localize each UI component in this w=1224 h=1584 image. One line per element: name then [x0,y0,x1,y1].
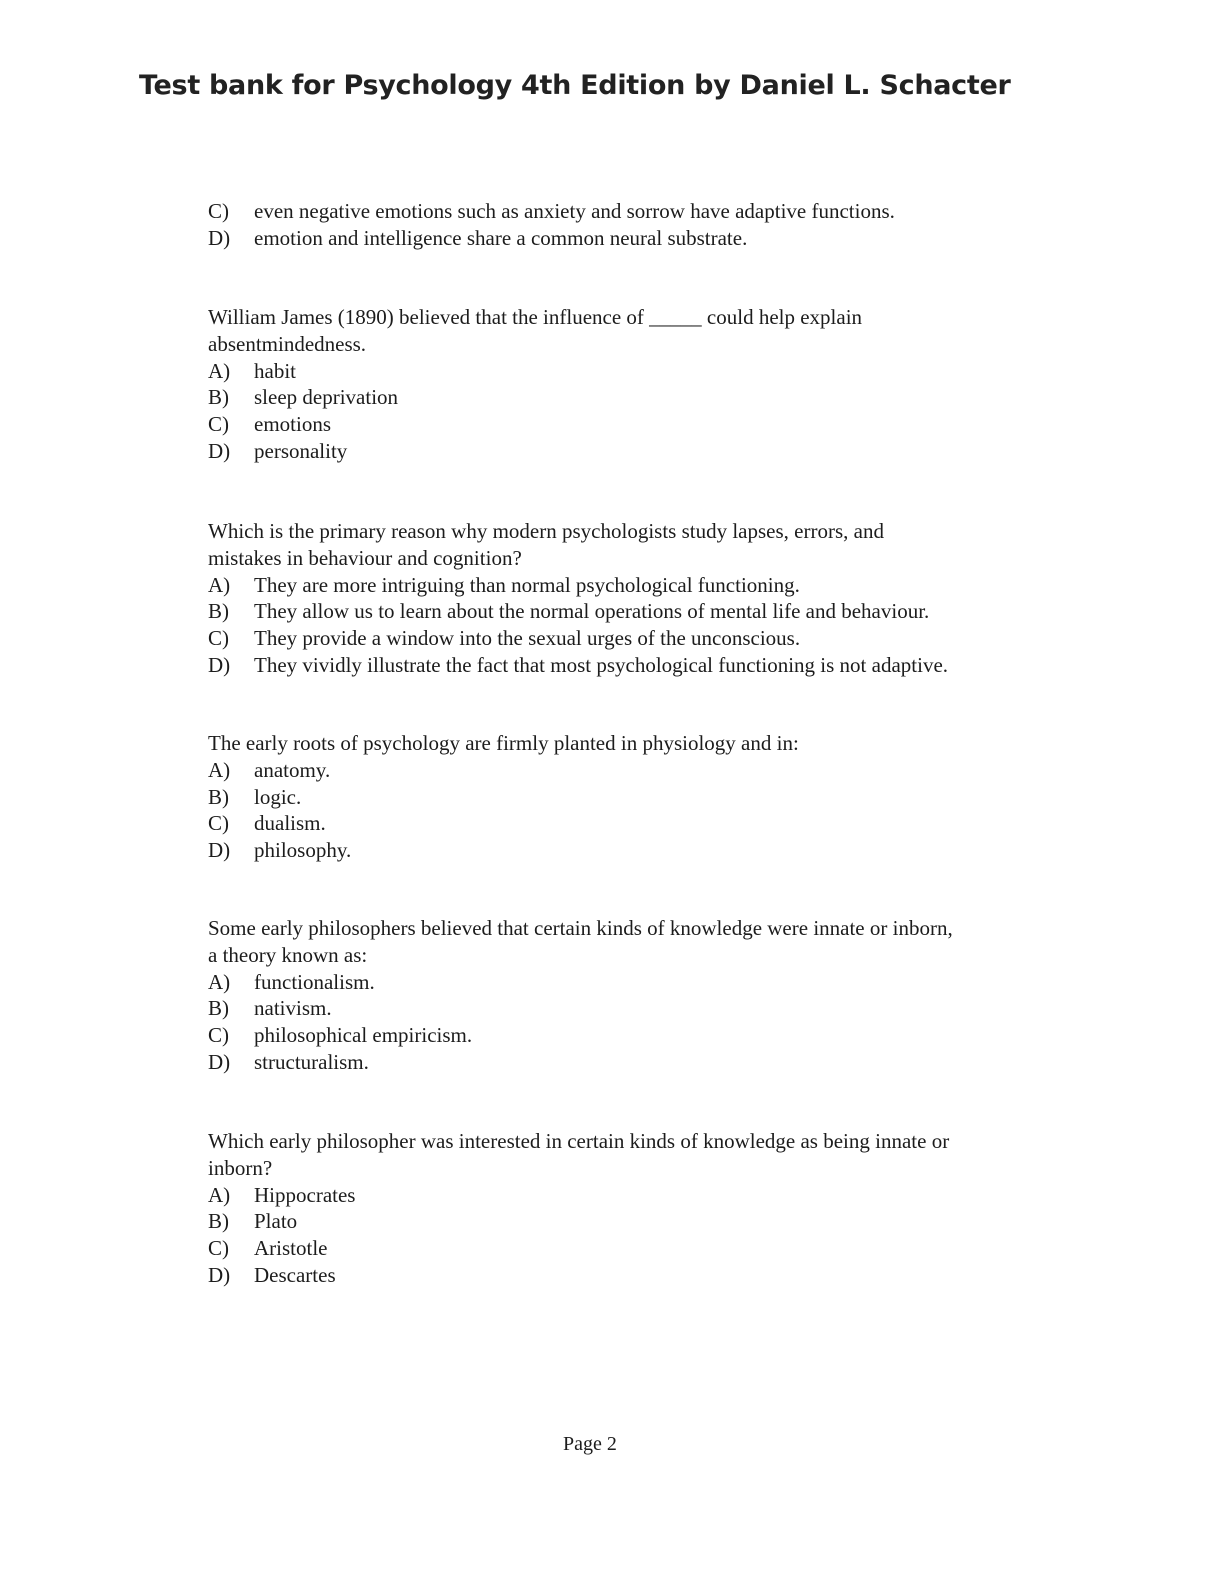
option-text: functionalism. [254,969,375,994]
option-text: dualism. [254,811,326,836]
question-text: mistakes in behaviour and cognition? [208,545,522,570]
question-text: Which is the primary reason why modern psychologists study lapses, errors, and [208,519,884,543]
option-text: They are more intriguing than normal psychological functioning. [254,572,800,597]
option-text: Plato [254,1209,298,1234]
option-letter: C) [208,811,229,836]
option-text: habit [254,358,296,383]
option-text: anatomy. [254,757,331,782]
option-letter: D) [208,838,231,863]
option-text: philosophical empiricism. [254,1023,473,1048]
question-text: William James (1890) believed that the influence of _____ could help explain [208,305,863,329]
option-letter: D) [208,225,231,250]
option-text: Aristotle [254,1236,328,1261]
option-text: They allow us to learn about the normal operations of mental life and behaviour. [254,599,930,624]
option-text: They vividly illustrate the fact that most psychological functioning is not adaptive. [254,652,949,677]
option-text: structuralism. [254,1049,369,1074]
option-letter: A) [208,358,231,383]
option-letter: C) [208,199,229,223]
question-text: absentmindedness. [208,331,367,356]
question-text: The early roots of psychology are firmly planted in physiology and in: [208,731,799,755]
option-letter: A) [208,1182,231,1207]
option-letter: C) [208,412,229,437]
question-text: a theory known as: [208,942,368,967]
option-text: personality [254,438,348,463]
question-text: Some early philosophers believed that certain kinds of knowledge were innate or inborn, [208,916,953,940]
option-text: Descartes [254,1262,336,1287]
option-text: They provide a window into the sexual urges of the unconscious. [254,626,801,651]
question-text: Which early philosopher was interested in certain kinds of knowledge as being innate or [208,1129,950,1153]
question-text: inborn? [208,1155,273,1180]
option-letter: B) [208,996,229,1021]
option-letter: D) [208,1049,231,1074]
document-title: Test bank for Psychology 4th Edition by Daniel L. Schacter [139,70,1011,101]
option-letter: B) [208,385,229,410]
option-letter: A) [208,757,231,782]
option-text: Hippocrates [254,1182,356,1207]
option-text: sleep deprivation [254,385,399,410]
option-text: logic. [254,784,302,809]
option-letter: B) [208,784,229,809]
option-letter: B) [208,1209,229,1234]
option-letter: B) [208,599,229,624]
option-letter: D) [208,438,231,463]
option-letter: A) [208,969,231,994]
option-letter: A) [208,572,231,597]
option-letter: D) [208,652,231,677]
option-letter: C) [208,626,229,651]
option-text: emotion and intelligence share a common neural substrate. [254,225,748,250]
option-letter: C) [208,1236,229,1261]
option-text: nativism. [254,996,332,1021]
option-text: even negative emotions such as anxiety and sorrow have adaptive functions. [254,199,895,223]
option-letter: C) [208,1023,229,1048]
option-text: philosophy. [254,838,352,863]
option-letter: D) [208,1262,231,1287]
option-text: emotions [254,412,331,437]
page-number: Page 2 [563,1433,617,1455]
